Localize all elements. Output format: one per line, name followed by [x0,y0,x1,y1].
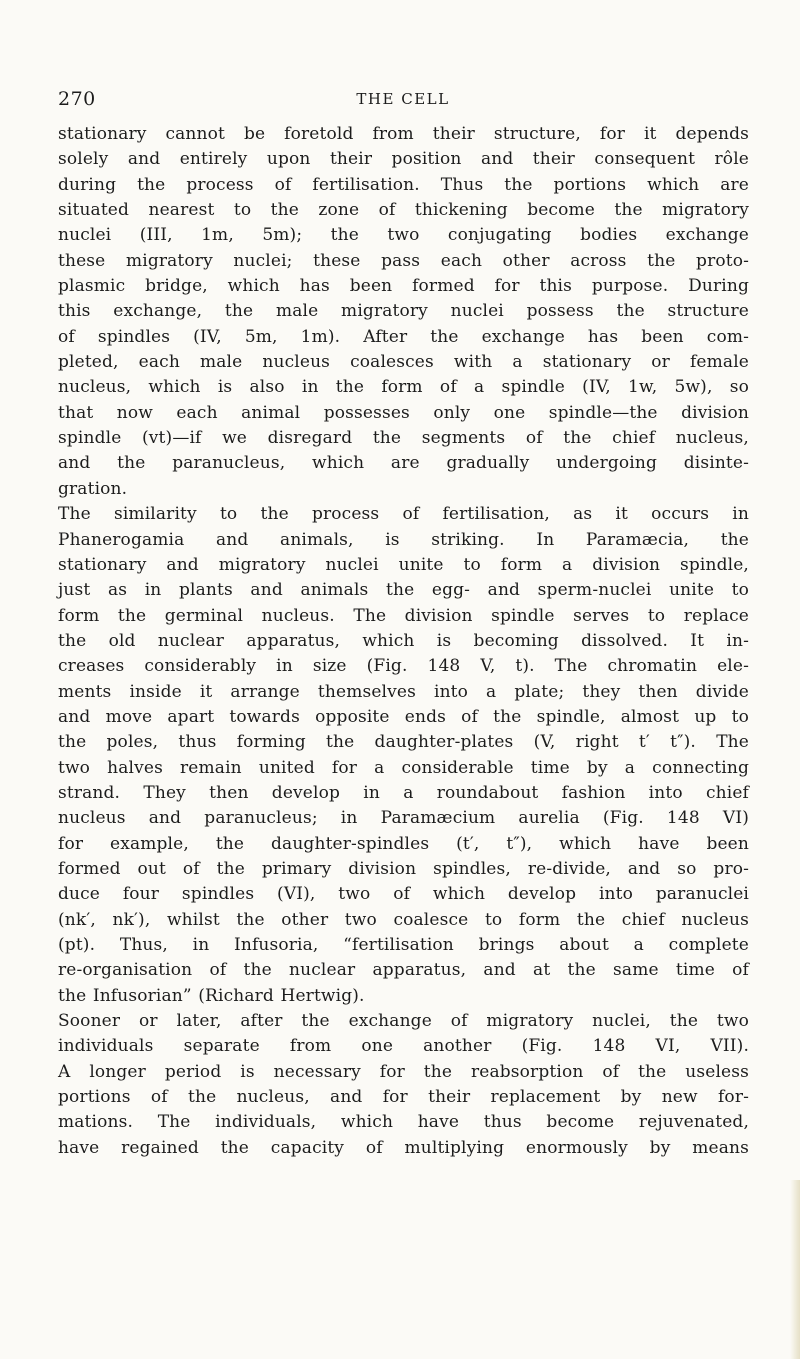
text-line: re-organisation of the nuclear apparatus, and at the same time of [58,960,749,981]
body-text [58,122,749,1161]
text-line: plasmic bridge, which has been formed for this purpose. During [58,276,749,297]
paragraph-end-line: the Infusorian” (Richard Hertwig). [58,985,365,1006]
text-line: these migratory nuclei; these pass each other across the proto- [58,250,749,271]
text-line: form the germinal nucleus. The division spindle serves to replace [58,605,749,626]
text-line: that now each animal possesses only one spindle—the division [58,402,749,423]
text-line: formed out of the primary division spindles, re-divide, and so pro- [58,858,749,879]
text-line: The similarity to the process of fertilisation, as it occurs in [58,504,749,525]
text-line: (pt). Thus, in Infusoria, “fertilisation brings about a complete [58,935,749,955]
text-line: stationary and migratory nuclei unite to form a division spindle, [58,554,749,575]
text-line: spindle (vt)—if we disregard the segments of the chief nucleus, [58,428,749,449]
text-line: two halves remain united for a considerable time by a connecting [58,757,749,778]
text-line: stationary cannot be foretold from their structure, for it depends [58,124,749,144]
text-line: portions of the nucleus, and for their replacement by new for- [58,1087,749,1108]
text-line: this exchange, the male migratory nuclei possess the structure [58,301,749,322]
text-line: mations. The individuals, which have thus become rejuvenated, [58,1112,749,1133]
text-line: and move apart towards opposite ends of the spindle, almost up to [58,706,749,727]
text-line: of spindles (IV, 5m, 1m). After the exchange has been com- [58,326,749,347]
running-head: THE CELL [356,90,450,108]
text-line: nucleus, which is also in the form of a spindle (IV, 1w, 5w), so [58,377,749,398]
text-line: situated nearest to the zone of thickening become the migratory [58,200,749,221]
text-line: individuals separate from one another (Fig. 148 VI, VII). [58,1036,749,1057]
text-line: Phanerogamia and animals, is striking. In Paramæcia, the [58,529,749,550]
text-line: nucleus and paranucleus; in Paramæcium aurelia (Fig. 148 VI) [58,808,749,829]
text-line: creases considerably in size (Fig. 148 V, t). The chromatin ele- [58,656,749,677]
page-number: 270 [58,88,96,110]
text-line: Sooner or later, after the exchange of migratory nuclei, the two [58,1011,749,1032]
page-edge-shadow [790,1180,800,1359]
text-line: the old nuclear apparatus, which is becoming dissolved. It in- [58,630,749,651]
text-line: just as in plants and animals the egg- and sperm-nuclei unite to [58,580,749,601]
text-line: duce four spindles (VI), two of which develop into paranuclei [58,884,749,905]
text-line: A longer period is necessary for the reabsorption of the useless [58,1061,749,1082]
text-line: pleted, each male nucleus coalesces with a stationary or female [58,352,749,373]
paragraph-end-line: gration. [58,478,128,499]
text-line: for example, the daughter-spindles (t′, t″), which have been [58,833,749,854]
text-line: (nk′, nk′), whilst the other two coalesce to form the chief nucleus [58,909,749,930]
text-line: ments inside it arrange themselves into a plate; they then divide [58,681,749,702]
text-line: the poles, thus forming the daughter-plates (V, right t′ t″). The [58,732,749,753]
page-header [58,88,748,114]
text-line: nuclei (III, 1m, 5m); the two conjugating bodies exchange [58,225,749,246]
text-line: strand. They then develop in a roundabout fashion into chief [58,782,749,803]
text-line: have regained the capacity of multiplying enormously by means [58,1137,749,1158]
text-line: during the process of fertilisation. Thus the portions which are [58,174,749,195]
text-line: and the paranucleus, which are gradually undergoing disinte- [58,453,749,474]
text-line: solely and entirely upon their position and their consequent rôle [58,149,749,170]
